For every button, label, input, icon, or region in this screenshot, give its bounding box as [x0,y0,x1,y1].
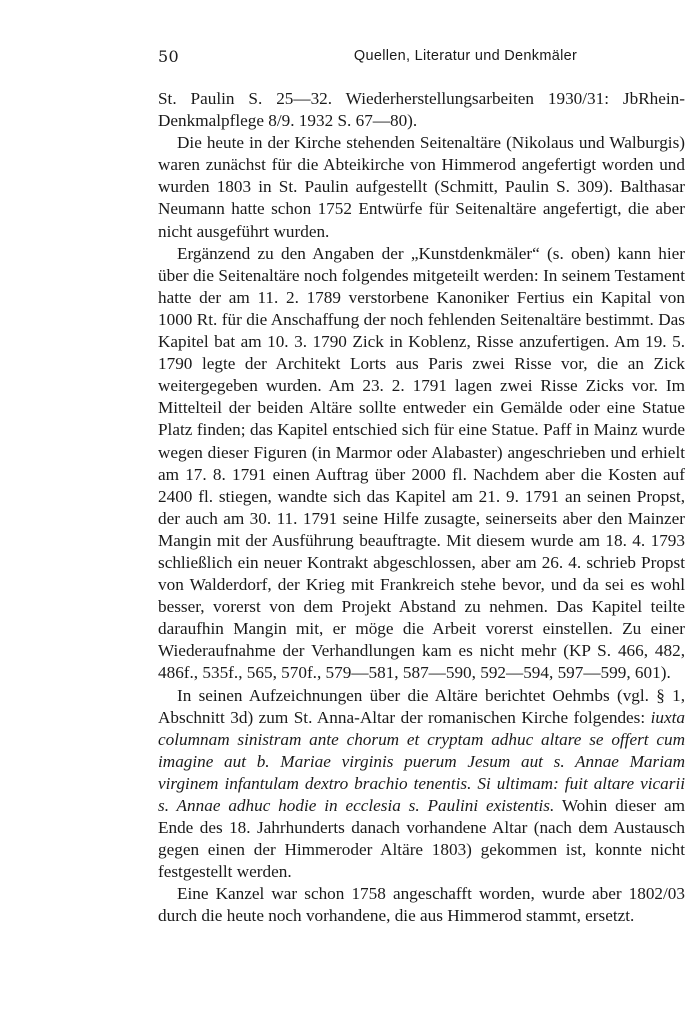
paragraph-anna-altar-outro: Wohin dieser am Ende des 18. Jahrhunderts danach vorhandene Altar (nach dem Austausch gegen einen der Himmeroder Altäre 1803) gekommen ist, konnte nicht festgestellt werden. [158,796,685,882]
paragraph-continuation: St. Paulin S. 25—32. Wiederherstellungsarbeiten 1930/31: JbRhein-Denkmalpflege 8/9. 1932 S. 67—80). [158,89,685,131]
paragraph-anna-altar [158,685,685,884]
latin-quotation: iuxta columnam sinistram ante chorum et cryptam adhuc altare se offert cum imagine aut b. Mariae virginis puerum Jesum aut s. Annae Mariam virginem infantulam dextro brachio tenentis. Si ultimam: fuit altare vicarii s. Annae adhuc hodie in ecclesia s. Paulini existentis. [158,707,685,815]
paragraph-side-altars: Die heute in der Kirche stehenden Seitenaltäre (Nikolaus und Walburgis) waren zunächst für die Abteikirche von Himmerod angefertigt worden und wurden 1803 in St. Paulin aufgestellt (Schmitt, Paulin S. 309). Balthasar Neumann hatte schon 1752 Entwürfe für Seitenaltäre angefertigt, die aber nicht ausgeführt wurden. [158,133,685,241]
body-text [158,88,685,928]
running-title: Quellen, Literatur und Denkmäler [353,48,578,64]
paragraph-pulpit: Eine Kanzel war schon 1758 angeschafft worden, wurde aber 1802/03 durch die heute noch vorhandene, die aus Himmerod stammt, ersetzt. [158,884,685,926]
paragraph-anna-altar-intro: In seinen Aufzeichnungen über die Altäre berichtet Oehmbs (vgl. § 1, Abschnitt 3d) zum St. Anna-Altar der romanischen Kirche folgendes: [158,685,685,727]
page-number: 50 [158,47,179,66]
page-header [158,47,685,71]
paragraph-altar-history: Ergänzend zu den Angaben der „Kunstdenkmäler“ (s. oben) kann hier über die Seitenaltäre noch folgendes mitgeteilt werden: In seinem Testament hatte der am 11. 2. 1789 verstorbene Kanoniker Fertius ein Kapital von 1000 Rt. für die Anschaffung der noch fehlenden Seitenaltäre bestimmt. Das Kapitel bat am 10. 3. 1790 Zick in Koblenz, Risse anzufertigen. Am 19. 5. 1790 legte der Architekt Lorts aus Paris zwei Risse vor, die an Zick weitergegeben wurden. Am 23. 2. 1791 lagen zwei Risse Zicks vor. Im Mittelteil der beiden Altäre sollte entweder ein Gemälde oder eine Statue Platz finden; das Kapitel entschied sich für eine Statue. Paff in Mainz wurde wegen dieser Figuren (in Marmor oder Alabaster) angeschrieben und erhielt am 17. 8. 1791 einen Auftrag über 2000 fl. Nachdem aber die Kosten auf 2400 fl. stiegen, wandte sich das Kapitel am 21. 9. 1791 an seinen Propst, der auch am 30. 11. 1791 seine Hilfe zusagte, seinerseits aber den Mainzer Mangin mit der Ausführung beauftragte. Mit diesem wurde am 18. 4. 1793 schließlich ein neuer Kontrakt abgeschlossen, aber am 26. 4. schrieb Propst von Walderdorf, der Krieg mit Frankreich stehe bevor, und da sei es wohl besser, vorerst von dem Projekt Abstand zu nehmen. Das Kapitel teilte daraufhin Mangin mit, er möge die Arbeit vorerst einstellen. Zu einer Wiederaufnahme der Verhandlungen kam es nicht mehr (KP S. 466, 482, 486f., 535f., 565, 570f., 579—581, 587—590, 592—594, 597—599, 601). [158,243,685,683]
